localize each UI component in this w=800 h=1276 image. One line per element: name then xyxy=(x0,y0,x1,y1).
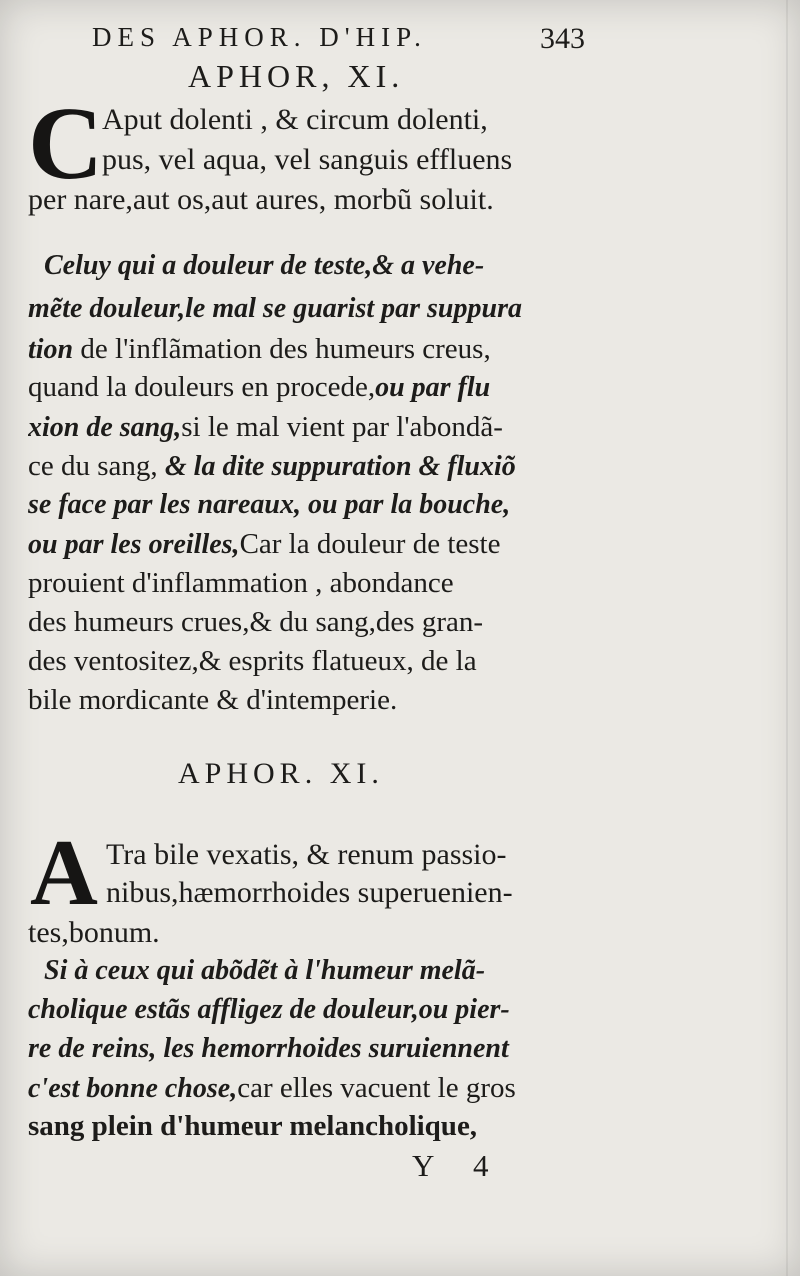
french-line xyxy=(28,528,613,561)
latin-line: tes,bonum. xyxy=(28,916,160,949)
italic-text: ou par les oreilles, xyxy=(28,529,240,560)
latin-line: Aput dolenti , & circum dolenti, xyxy=(102,103,488,136)
roman-text: quand la douleurs en procede, xyxy=(28,371,376,403)
french-line xyxy=(28,645,613,678)
roman-text: prouient d'inflammation , abondance xyxy=(28,567,454,599)
roman-text: des humeurs crues,& du sang,des gran- xyxy=(28,606,484,638)
italic-text: xion de sang, xyxy=(28,412,182,443)
french-line xyxy=(28,1033,613,1065)
italic-text: Celuy qui a douleur de teste,& a vehe- xyxy=(44,250,485,281)
latin-line: Tra bile vexatis, & renum passio- xyxy=(106,838,507,871)
roman-text: des ventositez,& esprits flatueux, de la xyxy=(28,645,477,677)
french-line xyxy=(44,955,629,987)
french-line xyxy=(28,411,613,444)
italic-text: se face par les nareaux, ou par la bouche, xyxy=(28,489,511,520)
italic-text: re de reins, les hemorrhoides suruiennent xyxy=(28,1033,509,1064)
dropcap-1: C xyxy=(28,86,104,201)
roman-text: car elles vacuent le gros xyxy=(237,1072,516,1104)
french-line xyxy=(28,489,613,521)
latin-line: pus, vel aqua, vel sanguis effluens xyxy=(102,143,513,176)
roman-text: de l'inflãmation des humeurs creus, xyxy=(73,333,491,365)
french-line xyxy=(28,293,613,325)
french-line xyxy=(28,371,613,404)
french-line xyxy=(28,684,613,717)
roman-text: ce du sang, xyxy=(28,450,165,482)
roman-text: si le mal vient par l'abondã- xyxy=(181,411,503,443)
page-edge-divider xyxy=(786,0,788,1276)
roman-text: sang plein d'humeur melancholique, xyxy=(28,1110,478,1142)
roman-text: bile mordicante & d'intemperie. xyxy=(28,684,398,716)
italic-text: & la dite suppuration & fluxiõ xyxy=(164,451,516,482)
page-number: 343 xyxy=(540,22,585,55)
latin-line: per nare,aut os,aut aures, morbũ soluit. xyxy=(28,183,494,216)
roman-text: Car la douleur de teste xyxy=(239,528,501,560)
aphorism-heading-1: APHOR, XI. xyxy=(188,58,405,94)
french-line xyxy=(28,1072,613,1105)
french-line xyxy=(28,567,613,600)
italic-text: cholique estãs affligez de douleur,ou pier- xyxy=(28,994,510,1025)
signature-mark: Y 4 xyxy=(412,1148,505,1183)
french-line xyxy=(28,1110,613,1143)
italic-text: Si à ceux qui abõdẽt à l'humeur melã- xyxy=(44,955,486,986)
running-head: DES APHOR. D'HIP. xyxy=(92,22,427,52)
italic-text: mẽte douleur,le mal se guarist par suppura xyxy=(28,293,522,324)
italic-text: tion xyxy=(28,334,74,365)
french-line xyxy=(28,994,613,1026)
italic-text: c'est bonne chose, xyxy=(28,1073,238,1104)
french-line xyxy=(28,450,613,483)
dropcap-2: A xyxy=(30,821,98,925)
french-line xyxy=(28,606,613,639)
french-line xyxy=(44,250,629,282)
aphorism-heading-2: APHOR. XI. xyxy=(178,757,384,790)
french-line xyxy=(28,333,613,366)
latin-line: nibus,hæmorrhoides superuenien- xyxy=(106,876,513,909)
italic-text: ou par flu xyxy=(375,372,491,403)
